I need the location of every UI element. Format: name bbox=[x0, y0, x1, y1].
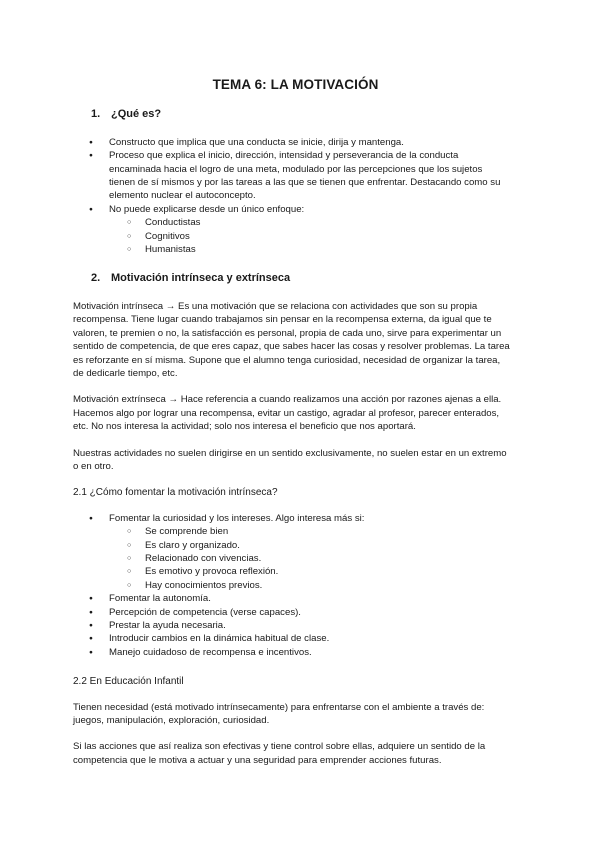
list-item-text: Fomentar la curiosidad y los intereses. Algo interesa más si: bbox=[109, 512, 365, 524]
list-item bbox=[73, 203, 510, 257]
paragraph-infantil-needs: Tienen necesidad (está motivado intrínsecamente) para enfrentarse con el ambiente a través de: juegos, manipulación, exploración, curiosidad. bbox=[73, 701, 485, 727]
sub-list-item: ○ Es emotivo y provoca reflexión. bbox=[109, 565, 510, 578]
approaches-sub-list bbox=[109, 216, 510, 256]
list-item: ● Percepción de competencia (verse capaces). bbox=[73, 606, 510, 619]
list-item: ● Introducir cambios en la dinámica habitual de clase. bbox=[73, 632, 510, 645]
sub-list-item: ○ Se comprende bien bbox=[109, 525, 510, 538]
sub-list-item: ○ Relacionado con vivencias. bbox=[109, 552, 510, 565]
section-2-heading bbox=[73, 272, 510, 285]
sub-list-item: ○ Es claro y organizado. bbox=[109, 539, 510, 552]
paragraph-activities: Nuestras actividades no suelen dirigirse en un sentido exclusivamente, no suelen estar en un extremo o en otro. bbox=[73, 447, 507, 472]
list-item: ● Manejo cuidadoso de recompensa e incentivos. bbox=[73, 646, 510, 659]
section-2-2-heading: 2.2 En Educación Infantil bbox=[73, 676, 184, 688]
section-1-bullet-list bbox=[73, 136, 510, 257]
paragraph-intrinsic: Motivación intrínseca → Es una motivación que se relaciona con actividades que son su propia recompensa. Tiene lugar cuando trabajamos sin pensar en la recompensa externa, da igual que te valoren, te premien o no, la satisfacción es personal, propia de cada uno, sirve para experimentar un sentido de competencia, de que eres capaz, que sabes hacer las cosas y resolver problemas. La tarea es reforzante en sí misma. Supone que el alumno tenga curiosidad, necesidad de organizar la tarea, de dedicarle tiempo, etc. bbox=[73, 300, 510, 379]
list-item bbox=[73, 512, 510, 592]
section-1-heading bbox=[73, 108, 510, 121]
sub-list-item: ○ Hay conocimientos previos. bbox=[109, 579, 510, 592]
list-item: ● Proceso que explica el inicio, dirección, intensidad y perseverancia de la conducta encaminada hacia el logro de una meta, modulado por las percepciones que los sujetos tienen de sí mismos y por las tareas a las que se tienen que enfrentar. Destacando como su elemento nuclear el autoconcepto. bbox=[73, 149, 510, 203]
section-2-number: 2. bbox=[91, 272, 101, 285]
section-1-title: ¿Qué es? bbox=[111, 108, 162, 121]
document-title: TEMA 6: LA MOTIVACIÓN bbox=[212, 77, 379, 92]
section-2-1-bullet-list bbox=[73, 512, 510, 659]
sub-list-item: ○ Conductistas bbox=[109, 216, 510, 229]
sub-list-item: ○ Humanistas bbox=[109, 243, 510, 256]
list-item: ● Constructo que implica que una conducta se inicie, dirija y mantenga. bbox=[73, 136, 510, 149]
section-2-title: Motivación intrínseca y extrínseca bbox=[111, 272, 291, 285]
paragraph-infantil-competence: Si las acciones que así realiza son efectivas y tiene control sobre ellas, adquiere un sentido de la competencia que le motiva a actuar y una seguridad para emprender acciones futuras. bbox=[73, 741, 486, 766]
sub-list-item: ○ Cognitivos bbox=[109, 230, 510, 243]
interest-sub-list bbox=[109, 525, 510, 592]
list-item: ● Prestar la ayuda necesaria. bbox=[73, 619, 510, 632]
list-item-text: No puede explicarse desde un único enfoque: bbox=[109, 203, 305, 215]
paragraph-extrinsic: Motivación extrínseca → Hace referencia a cuando realizamos una acción por razones ajenas a ella. Hacemos algo por lograr una recompensa, evitar un castigo, agradar al profesor, parecer enterados, etc. No nos interesa la actividad; solo nos interesa el beneficio que nos aportará. bbox=[73, 394, 502, 433]
section-1-number: 1. bbox=[91, 108, 101, 121]
list-item: ● Fomentar la autonomía. bbox=[73, 592, 510, 605]
section-2-1-heading: 2.1 ¿Cómo fomentar la motivación intrínseca? bbox=[73, 487, 278, 499]
